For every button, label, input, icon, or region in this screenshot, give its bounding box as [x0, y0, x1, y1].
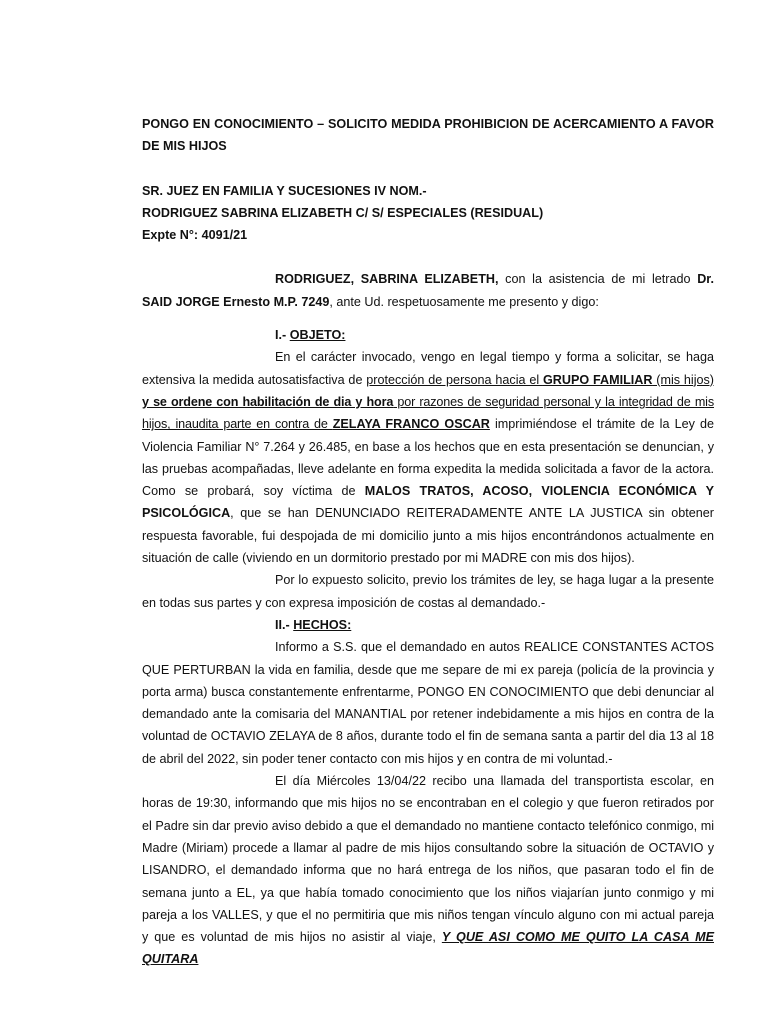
objeto-text-1: En el carácter invocado, vengo en legal tiempo y forma a solicitar, se haga extensiva la medida autosatisfactiva de — [142, 350, 714, 387]
objeto-underline-3: por razones de seguridad personal y la integridad de mis hijos, inaudita parte en contra de — [142, 394, 714, 432]
lawyer-name: Dr. SAID JORGE Ernesto M.P. 7249 — [142, 272, 714, 309]
respondent-name: ZELAYA FRANCO OSCAR — [332, 417, 490, 432]
section-hechos-label: HECHOS: — [293, 617, 352, 632]
section-objeto-heading — [275, 324, 714, 346]
hechos-paragraph-2 — [142, 770, 714, 971]
document-page — [142, 113, 714, 971]
document-title: PONGO EN CONOCIMIENTO – SOLICITO MEDIDA PROHIBICION DE ACERCAMIENTO A FAVOR DE MIS HIJOS — [142, 117, 714, 154]
objeto-violence-types: MALOS TRATOS, ACOSO, VIOLENCIA ECONÓMICA Y PSICOLÓGICA — [142, 484, 714, 521]
objeto-paragraph-2: Por lo expuesto solicito, previo los trámites de ley, se haga lugar a la presente en todas sus partes y con expresa imposición de costas al demandado.- — [142, 573, 714, 610]
objeto-habilitacion: y se ordene con habilitación de dia y hora — [142, 394, 394, 409]
hechos-emphasis: Y QUE ASI COMO ME QUITO LA CASA ME QUITARA — [142, 930, 714, 967]
hechos-paragraph-1: Informo a S.S. que el demandado en autos REALICE CONSTANTES ACTOS QUE PERTURBAN la vida en familia, desde que me separe de mi ex pareja (policía de la provincia y porta arma) busca constantemente enfrentarme, PONGO EN CONOCIMIENTO que debi denunciar al demandado ante la comisaria del MANANTIAL por retener indebidamente a mis hijos en contra de la voluntad de OCTAVIO ZELAYA de 8 años, durante todo el fin de semana santa a partir del dia 13 al 18 de abril del 2022, sin poder tener contacto con mis hijos y en contra de mi voluntad.- — [142, 640, 714, 766]
objeto-underline-1: protección de persona hacia el — [366, 372, 543, 387]
court-addressee: SR. JUEZ EN FAMILIA Y SUCESIONES IV NOM.- — [142, 183, 427, 198]
section-hechos-number: II.- — [275, 617, 294, 632]
petitioner-name: RODRIGUEZ, SABRINA ELIZABETH, — [275, 272, 499, 287]
case-caption: RODRIGUEZ SABRINA ELIZABETH C/ S/ ESPECIALES (RESIDUAL) — [142, 205, 544, 220]
objeto-paragraph-1 — [142, 346, 714, 569]
objeto-underline-2: (mis hijos) — [652, 372, 714, 387]
intro-paragraph — [142, 268, 714, 313]
section-hechos-heading — [275, 614, 714, 636]
section-objeto-label: OBJETO: — [289, 328, 346, 343]
objeto-text-2: imprimiéndose el trámite de la Ley de Violencia Familiar N° 7.264 y 26.485, en base a los hechos que en esta presentación se denuncian, y las pruebas acompañadas, lleve adelante en forma expedita la medida solicitada a favor de la actora. Como se probará, soy víctima de — [142, 417, 715, 499]
court-header — [142, 180, 714, 247]
section-objeto-number: I.- — [275, 328, 290, 343]
objeto-grupo-familiar: GRUPO FAMILIAR — [542, 372, 653, 387]
hechos-text-1: El día Miércoles 13/04/22 recibo una llamada del transportista escolar, en horas de 19:30, informando que mis hijos no se encontraban en el colegio y que fueron retirados por el Padre sin dar previo aviso debido a que el demandado no mantiene contacto telefónico conmigo, mi Madre (Miriam) procede a llamar al padre de mis hijos consultando sobre la situación de OCTAVIO y LISANDRO, el demandado informa que no hará entrega de los niños, que pasaran todo el fin de semana junto a EL, ya que había tomado conocimiento que los niños viajarían junto conmigo y mi pareja a los VALLES, y que el no permitiria que mis niños tengan vínculo alguno con mi actual pareja y que es voluntad de mis hijos no asistir al viaje, — [142, 774, 714, 945]
objeto-text-3: , que se han DENUNCIADO REITERADAMENTE ANTE LA JUSTICA sin obtener respuesta favorable, fui despojada de mi domicilio junto a mis hijos encontrándonos actualmente en situación de calle (viviendo en un dormitorio prestado por mi MADRE con mis dos hijos). — [142, 506, 714, 566]
case-number: Expte N°: 4091/21 — [142, 228, 248, 243]
intro-text-1: con la asistencia de mi letrado — [498, 272, 698, 287]
intro-text-2: , ante Ud. respetuosamente me presento y digo: — [329, 294, 599, 309]
